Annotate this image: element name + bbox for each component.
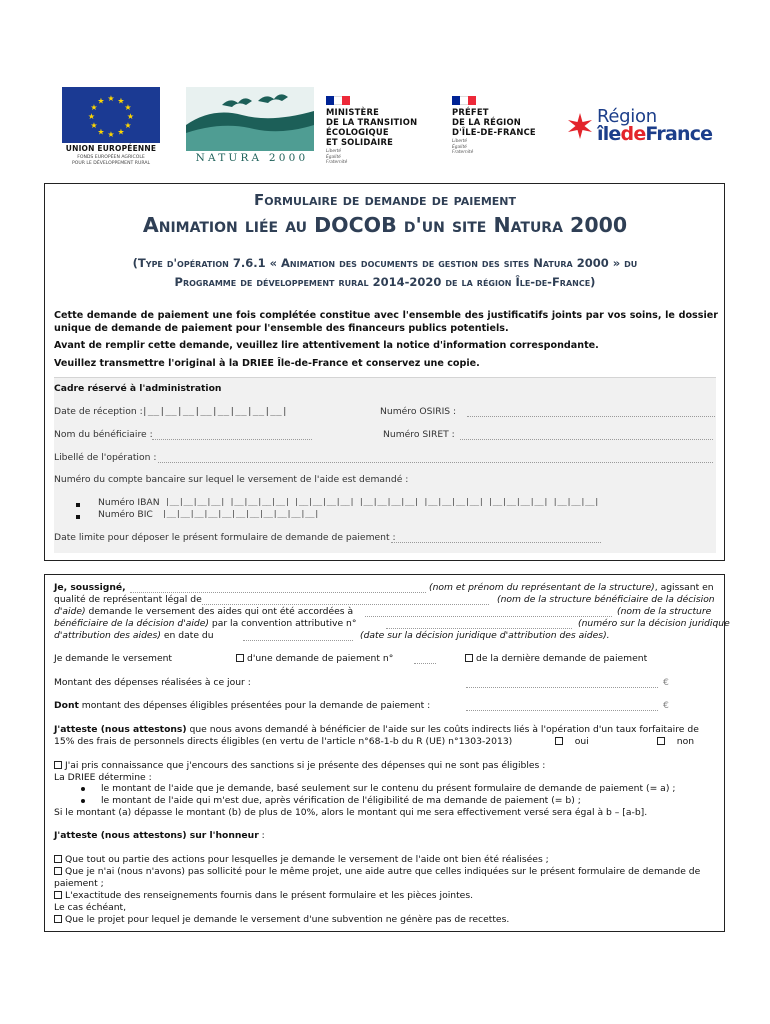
svg-text:★: ★: [117, 96, 125, 106]
honneur-item-2-cont: paiement ;: [54, 878, 104, 889]
ministry-title: MINISTÈRE DE LA TRANSITION ÉCOLOGIQUE ET SOLIDAIRE: [326, 107, 418, 147]
svg-text:★: ★: [117, 127, 125, 137]
numero-decision-hint: (numéro sur la décision juridique: [578, 618, 730, 629]
admin-heading: Cadre réservé à l'administration: [54, 383, 222, 394]
option-derniere-demande[interactable]: de la dernière demande de paiement: [465, 653, 647, 664]
sanctions-item[interactable]: J'ai pris connaissance que j'encours des sanctions si je présente des dépenses qui ne sont pas éligibles :: [54, 760, 545, 771]
intro-paragraph: Cette demande de paiement une fois complétée constitue avec l'ensemble des justificatifs joints par vos soins, le dossier unique de demande de paiement pour l'ensemble des financeurs publics potentiels.: [54, 310, 718, 334]
beneficiaire-decision-hint: bénéficiaire de la décision d'aide): [54, 618, 209, 629]
natura-2000-text: NATURA 2000: [195, 152, 309, 164]
svg-text:★: ★: [97, 127, 105, 137]
honneur-item-1[interactable]: Que tout ou partie des actions pour lesquelles je demande le versement de l'aide ont bien été réalisées ;: [54, 854, 549, 865]
compte-bancaire-label: Numéro du compte bancaire sur lequel le versement de l'aide est demandé :: [54, 474, 409, 485]
eu-subcaption: FONDS EUROPÉEN AGRICOLE POUR LE DÉVELOPPEMENT RURAL: [71, 155, 151, 166]
checkbox[interactable]: [54, 867, 62, 875]
honneur-item-2[interactable]: Que je n'ai (nous n'avons) pas sollicité pour le même projet, une aide autre que celles indiquées sur le présent formulaire de demande de: [54, 866, 700, 877]
honneur-item-4[interactable]: Que le projet pour lequel je demande le versement d'une subvention ne génère pas de recettes.: [54, 914, 509, 925]
siret-label: Numéro SIRET :: [383, 429, 455, 440]
qualite-label: qualité de représentant légal de: [54, 594, 202, 605]
svg-text:★: ★: [107, 130, 115, 139]
osiris-field[interactable]: [467, 406, 715, 417]
en-date-du-text: en date du: [163, 630, 214, 641]
form-title: Formulaire de demande de paiement: [253, 191, 517, 209]
atteste-text-2: 15% des frais de personnels directs éligibles (en vertu de l'article n°68-1-b du R (UE) n°1303-2013): [54, 736, 513, 747]
bullet: [76, 503, 80, 507]
svg-text:★: ★: [107, 94, 115, 103]
prefet-title: PRÉFET DE LA RÉGION D'ÎLE-DE-FRANCE: [452, 107, 536, 137]
admin-reserved-frame: [54, 377, 716, 553]
date-decision-hint: (date sur la décision juridique d'attribution des aides).: [360, 630, 610, 641]
date-reception-cells[interactable]: |__|__|__|__|__|__|__|__|: [142, 406, 288, 417]
agissant-text: , agissant en: [654, 582, 714, 593]
beneficiaire-label: Nom du bénéficiaire :: [54, 429, 153, 440]
honneur-item-3[interactable]: L'exactitude des renseignements fournis dans le présent formulaire et les pièces jointes.: [54, 890, 473, 901]
svg-text:★: ★: [124, 103, 132, 112]
svg-text:★: ★: [97, 96, 105, 106]
region-logo-line1: Région: [597, 106, 657, 127]
demande-paiement-number-field[interactable]: [414, 653, 436, 664]
svg-text:★: ★: [90, 121, 98, 130]
checkbox[interactable]: [465, 654, 473, 662]
date-limite-field[interactable]: [391, 532, 601, 543]
demande-versement-text: demande le versement des aides qui ont été accordées à: [88, 606, 354, 617]
beneficiaire-field[interactable]: [152, 429, 312, 440]
bullet-a-text: le montant de l'aide que je demande, basé seulement sur le contenu du présent formulaire de demande de paiement (= a) ;: [101, 783, 676, 794]
bullet: [81, 787, 85, 791]
form-main-title: Animation liée au DOCOB d'un site Natura 2000: [142, 213, 628, 237]
attribution-aides-hint: d'attribution des aides): [54, 630, 161, 641]
dont-label: Dont: [54, 700, 79, 711]
daide-hint: d'aide): [54, 606, 86, 617]
iban-cells[interactable]: |__|__|__|__| |__|__|__|__| |__|__|__|__| |__|__|__|__| |__|__|__|__| |__|__|__|__| |__|__|__|: [165, 497, 599, 506]
atteste-label: J'atteste (nous attestons): [54, 724, 187, 735]
montant-eligibles-field[interactable]: [466, 700, 658, 711]
option-non[interactable]: non: [657, 736, 694, 747]
option-demande-paiement[interactable]: d'une demande de paiement n°: [236, 653, 393, 664]
driee-determine: La DRIEE détermine :: [54, 772, 152, 783]
bullet-b-text: le montant de l'aide qui m'est due, après vérification de l'éligibilité de ma demande de paiement (= b) ;: [101, 795, 581, 806]
osiris-label: Numéro OSIRIS :: [380, 406, 457, 417]
checkbox[interactable]: [236, 654, 244, 662]
svg-text:★: ★: [87, 112, 96, 121]
date-reception-label: Date de réception :: [54, 406, 143, 417]
eu-caption: UNION EUROPÉENNE: [65, 144, 157, 153]
svg-text:★: ★: [124, 121, 132, 130]
atteste-honneur-label: J'atteste (nous attestons) sur l'honneur: [54, 830, 259, 841]
checkbox[interactable]: [54, 891, 62, 899]
atteste-text: que nous avons demandé à bénéficier de l'aide sur les coûts indirects liés à l'opération d'un taux forfaitaire de: [189, 724, 699, 735]
region-logo-line2: îledeFrance: [597, 123, 713, 145]
operation-type-line2: Programme de développement rural 2014-2020 de la région Île-de-France): [174, 275, 596, 289]
bic-label: Numéro BIC: [98, 509, 153, 520]
intro-transmit: Veuillez transmettre l'original à la DRIEE Île-de-France et conservez une copie.: [54, 358, 480, 369]
nom-structure-2-hint: (nom de la structure: [617, 606, 712, 617]
operation-type-line1: (Type d'opération 7.6.1 « Animation des documents de gestion des sites Natura 2000 » du: [132, 256, 638, 270]
libelle-label: Libellé de l'opération :: [54, 452, 157, 463]
siret-field[interactable]: [460, 429, 713, 440]
svg-text:★: ★: [90, 103, 98, 112]
montant-depenses-label: Montant des dépenses réalisées à ce jour :: [54, 677, 251, 688]
option-oui[interactable]: oui: [555, 736, 589, 747]
structure-field[interactable]: [202, 594, 489, 605]
montant-eligibles-label: montant des dépenses éligibles présentées pour la demande de paiement :: [81, 700, 431, 711]
eu-flag-logo: [62, 87, 160, 143]
checkbox[interactable]: [54, 915, 62, 923]
intro-notice: Avant de remplir cette demande, veuillez lire attentivement la notice d'information correspondante.: [54, 340, 599, 351]
checkbox[interactable]: [657, 737, 665, 745]
nom-prenom-hint: (nom et prénom du représentant de la structure): [429, 582, 655, 593]
bullet: [81, 799, 85, 803]
bullet: [76, 515, 80, 519]
checkbox[interactable]: [555, 737, 563, 745]
prefet-motto: Liberté Égalité Fraternité: [452, 139, 474, 155]
iban-label: Numéro IBAN: [98, 497, 160, 508]
checkbox[interactable]: [54, 761, 62, 769]
nom-structure-hint: (nom de la structure bénéficiaire de la décision: [497, 594, 715, 605]
date-limite-label: Date limite pour déposer le présent formulaire de demande de paiement :: [54, 532, 396, 543]
convention-number-field[interactable]: [386, 618, 572, 629]
je-demande-label: Je demande le versement: [54, 653, 173, 664]
montant-depenses-field[interactable]: [466, 677, 658, 688]
nom-representant-field[interactable]: [130, 582, 426, 593]
svg-text:★: ★: [126, 112, 135, 121]
cas-echeant: Le cas échéant,: [54, 902, 127, 913]
date-decision-field[interactable]: [243, 630, 353, 641]
par-convention-text: par la convention attributive n°: [211, 618, 357, 629]
libelle-field[interactable]: [158, 452, 713, 463]
checkbox[interactable]: [54, 855, 62, 863]
euro-sign: €: [663, 677, 669, 688]
je-soussigne: Je, soussigné,: [54, 582, 126, 593]
euro-sign: €: [663, 700, 669, 711]
region-star-icon: [566, 112, 594, 140]
structure-beneficiaire-field[interactable]: [365, 606, 612, 617]
si-montant-text: Si le montant (a) dépasse le montant (b) de plus de 10%, alors le montant qui me sera effectivement versé sera égal à b – [a-b].: [54, 807, 648, 818]
bic-cells[interactable]: |__|__|__|__|__|__|__|__|__|__|__|: [162, 509, 319, 518]
ministry-motto: Liberté Égalité Fraternité: [326, 149, 348, 165]
